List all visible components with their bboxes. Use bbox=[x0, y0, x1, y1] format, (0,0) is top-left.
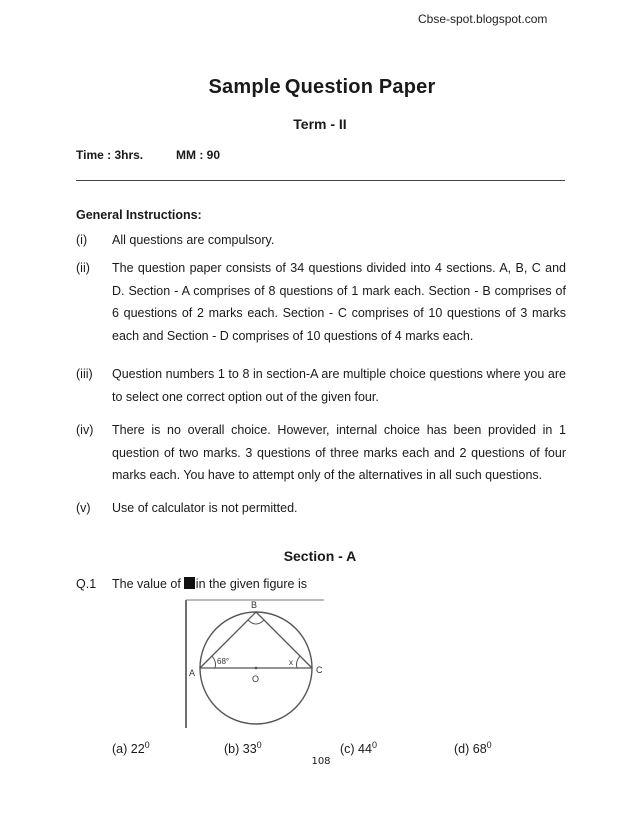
question-text bbox=[112, 577, 307, 591]
instruction-number: (ii) bbox=[76, 261, 90, 275]
divider bbox=[76, 180, 565, 181]
instruction-text: There is no overall choice. However, internal choice has been provided in 1 question of two marks. 3 questions of three marks each and 2 questions of four marks each. You have to attempt only of the alternatives in all such questions. bbox=[112, 423, 566, 482]
instruction-number: (v) bbox=[76, 501, 91, 515]
angle-arc-a bbox=[212, 656, 216, 668]
option-degree: 0 bbox=[371, 740, 377, 750]
instruction-item bbox=[76, 363, 566, 408]
instruction-number: (i) bbox=[76, 233, 88, 247]
instructions-heading: General Instructions: bbox=[76, 208, 202, 222]
option-a[interactable] bbox=[112, 740, 150, 756]
instruction-text: The question paper consists of 34 questions divided into 4 sections. A, B, C and D. Section - A comprises of 8 questions of 1 mark each. Section - B comprises of 6 questions of 2 marks each. Section - C comprises of 10 questions of 3 marks each and Section - D comprises of 10 questions of 4 marks each. bbox=[112, 261, 566, 343]
question-text-before: The value of bbox=[112, 577, 181, 591]
option-label: (d) 68 bbox=[454, 742, 487, 757]
instruction-number: (iv) bbox=[76, 423, 94, 437]
site-url: Cbse-spot.blogspot.com bbox=[418, 12, 548, 26]
instruction-item bbox=[76, 497, 566, 520]
title-part-1: Sample bbox=[208, 76, 281, 98]
label-c: C bbox=[316, 665, 323, 675]
option-b[interactable] bbox=[224, 740, 262, 756]
instruction-text: All questions are compulsory. bbox=[112, 233, 275, 247]
option-d[interactable] bbox=[454, 740, 492, 756]
section-heading: Section - A bbox=[283, 548, 357, 564]
option-c[interactable] bbox=[340, 740, 377, 756]
angle-a-label: 68° bbox=[217, 657, 230, 666]
label-b: B bbox=[251, 600, 258, 610]
instruction-text: Question numbers 1 to 8 in section-A are multiple choice questions where you are to select one correct option out of the given four. bbox=[112, 367, 566, 404]
option-degree: 0 bbox=[144, 740, 150, 750]
center-dot bbox=[255, 667, 258, 670]
chord-bc bbox=[256, 612, 312, 668]
term-label: Term - II bbox=[293, 116, 347, 132]
page-title bbox=[0, 76, 638, 99]
label-a: A bbox=[189, 668, 196, 678]
blank-square-icon bbox=[184, 577, 195, 589]
question-number: Q.1 bbox=[76, 577, 97, 591]
option-degree: 0 bbox=[256, 740, 262, 750]
angle-arc-c bbox=[296, 656, 300, 668]
title-part-2: Question Paper bbox=[284, 76, 436, 98]
question-text-after: in the given figure is bbox=[195, 577, 307, 591]
page-number: 108 bbox=[311, 756, 331, 767]
option-label: (a) 22 bbox=[112, 742, 145, 757]
angle-c-label: x bbox=[289, 658, 293, 667]
instruction-item bbox=[76, 257, 566, 347]
circle-figure bbox=[184, 598, 334, 730]
max-marks-label: MM : 90 bbox=[176, 148, 221, 162]
time-label: Time : 3hrs. bbox=[76, 148, 144, 162]
instruction-number: (iii) bbox=[76, 367, 93, 381]
instruction-item bbox=[76, 229, 566, 252]
instruction-text: Use of calculator is not permitted. bbox=[112, 501, 298, 515]
option-label: (c) 44 bbox=[340, 742, 372, 757]
option-degree: 0 bbox=[486, 740, 492, 750]
option-label: (b) 33 bbox=[224, 742, 257, 757]
instruction-item bbox=[76, 419, 566, 487]
angle-arc-b bbox=[248, 620, 264, 624]
label-o: O bbox=[252, 674, 260, 684]
